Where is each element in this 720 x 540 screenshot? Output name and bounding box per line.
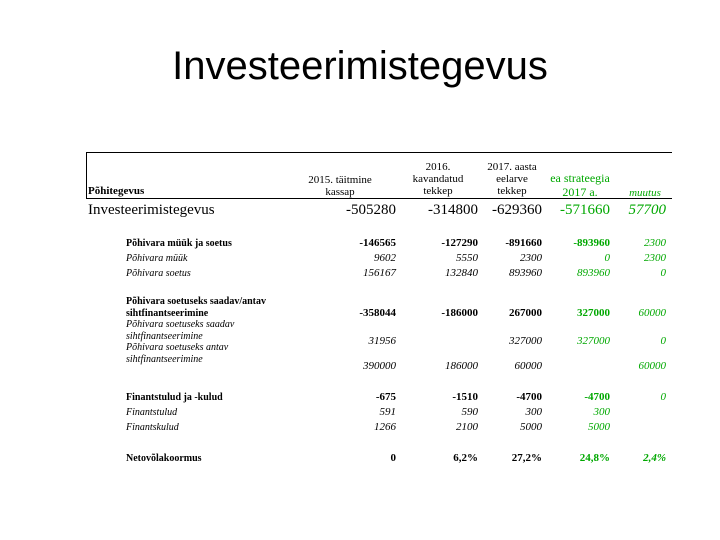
group2-2016: -186000 186000 <box>441 307 478 372</box>
debt-row-change: 2,4% <box>643 452 666 464</box>
table-top-border <box>86 152 672 153</box>
group1-labels: Põhivara müük ja soetus Põhivara müük Põhivara soetus <box>126 238 232 279</box>
group2-2017: 267000 327000 60000 <box>509 307 542 372</box>
group3-2015: -675 591 1266 <box>374 391 396 433</box>
table-left-border <box>86 152 87 198</box>
main-row-label: Investeerimistegevus <box>88 202 215 218</box>
group3-change: 0 <box>660 391 666 403</box>
group1-2017: -891660 2300 893960 <box>505 237 542 279</box>
debt-row-strategy: 24,8% <box>579 452 610 464</box>
header-col-strategy: ea strateegia 2017 a. <box>550 171 610 199</box>
group2-strategy: 327000 327000 <box>577 307 610 347</box>
header-row-label: Põhitegevus <box>88 185 145 197</box>
group2-change: 60000 0 60000 <box>638 307 666 372</box>
main-row-strategy: -571660 <box>560 202 610 218</box>
debt-row-label: Netovõlakoormus <box>126 453 202 464</box>
header-col-2017: 2017. aasta eelarve tekkep <box>487 161 537 197</box>
group1-2016: -127290 5550 132840 <box>441 237 478 279</box>
main-row-2016: -314800 <box>428 202 478 218</box>
group1-strategy: -893960 0 893960 <box>573 237 610 279</box>
main-row-2017: -629360 <box>492 202 542 218</box>
group2-labels: Põhivara soetuseks saadav/antav sihtfinantseerimine Põhivara soetuseks saadav sihtfinantseerimine Põhivara soetuseks antav sihtfinantseerimine <box>126 296 267 365</box>
main-row-2015: -505280 <box>346 202 396 218</box>
group1-2015: -146565 9602 156167 <box>359 237 396 279</box>
debt-row-2017: 27,2% <box>511 452 542 464</box>
main-row-change: 57700 <box>628 202 666 218</box>
debt-row-2015: 0 <box>390 452 396 464</box>
group3-strategy: -4700 300 5000 <box>584 391 610 433</box>
header-col-change: muutus <box>629 187 661 199</box>
group3-2017: -4700 300 5000 <box>516 391 542 433</box>
group2-2015: -358044 31956 390000 <box>359 307 396 372</box>
group3-labels: Finantstulud ja -kulud Finantstulud Finantskulud <box>126 392 223 433</box>
header-col-2015: 2015. täitmine kassap <box>308 174 372 198</box>
group3-2016: -1510 590 2100 <box>452 391 478 433</box>
group1-change: 2300 2300 0 <box>644 237 666 279</box>
page-title: Investeerimistegevus <box>172 44 548 88</box>
header-col-2016: 2016. kavandatud tekkep <box>412 161 464 197</box>
debt-row-2016: 6,2% <box>453 452 478 464</box>
